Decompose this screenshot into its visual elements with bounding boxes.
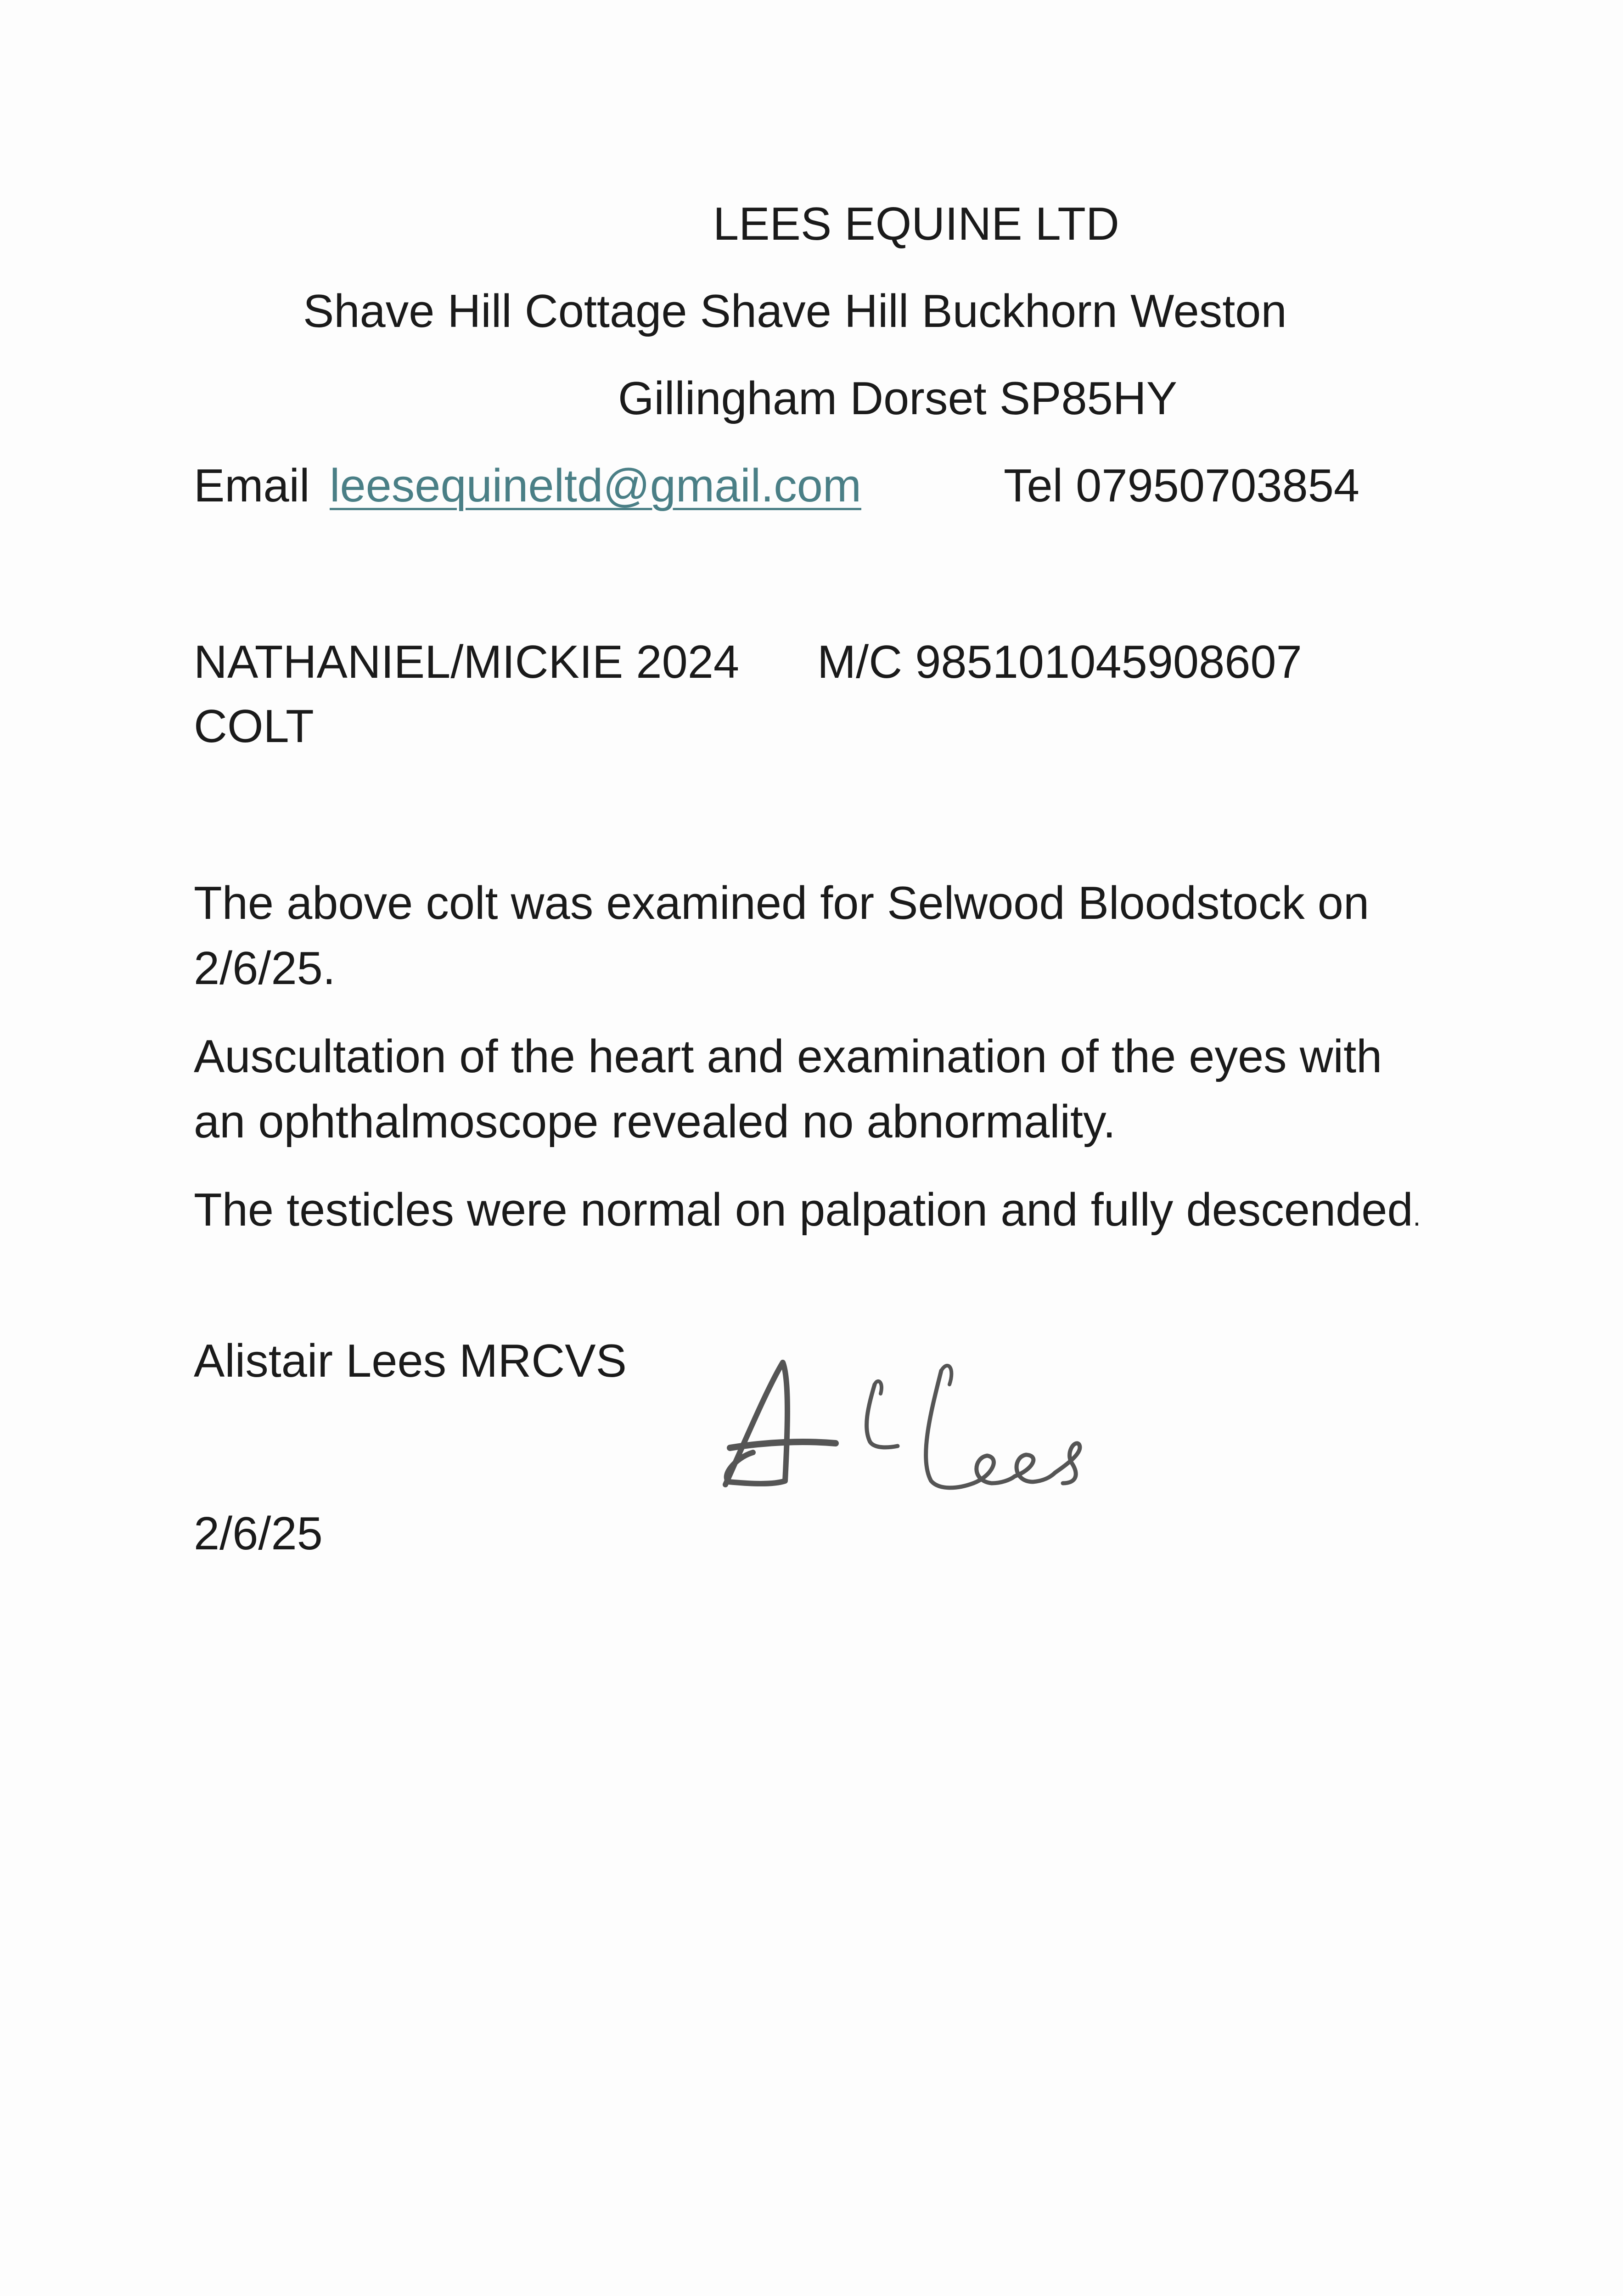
email-link[interactable]: leesequineltd@gmail.com	[330, 460, 861, 512]
horse-sex: COLT	[194, 701, 314, 752]
paragraph-heart-eyes: Auscultation of the heart and examination of the eyes with an ophthalmoscope revealed no abnormality.	[194, 1031, 1382, 1148]
microchip-number: M/C 985101045908607	[817, 636, 1302, 688]
vet-name: Alistair Lees MRCVS	[194, 1335, 627, 1387]
paragraph-testicles-text: The testicles were normal on palpation and fully descended	[194, 1184, 1413, 1236]
paragraph-testicles-period: .	[1413, 1201, 1421, 1232]
letter-date: 2/6/25	[194, 1508, 323, 1559]
signature-stroke-a-bar	[730, 1442, 836, 1448]
signature-stroke-lees-l	[926, 1371, 973, 1488]
signature-stroke-lees-l-loop	[941, 1366, 951, 1384]
horse-name: NATHANIEL/MICKIE 2024	[194, 636, 740, 688]
signature-stroke-lees-e2	[1015, 1455, 1055, 1482]
signature-stroke-lees-e1	[973, 1456, 1015, 1483]
signature-stroke-lees-s	[1055, 1443, 1080, 1483]
email-label: Email	[194, 460, 310, 512]
telephone: Tel 07950703854	[1004, 460, 1360, 512]
paragraph-examination: The above colt was examined for Selwood Bloodstock on 2/6/25.	[194, 878, 1370, 994]
signature-stroke-a	[725, 1362, 787, 1485]
address-line-1: Shave Hill Cottage Shave Hill Buckhorn Weston	[303, 286, 1287, 337]
address-line-2: Gillingham Dorset SP85HY	[618, 373, 1178, 424]
signature-image	[716, 1343, 1129, 1518]
paragraph-testicles	[194, 1177, 1433, 1249]
company-name: LEES EQUINE LTD	[713, 198, 1119, 250]
